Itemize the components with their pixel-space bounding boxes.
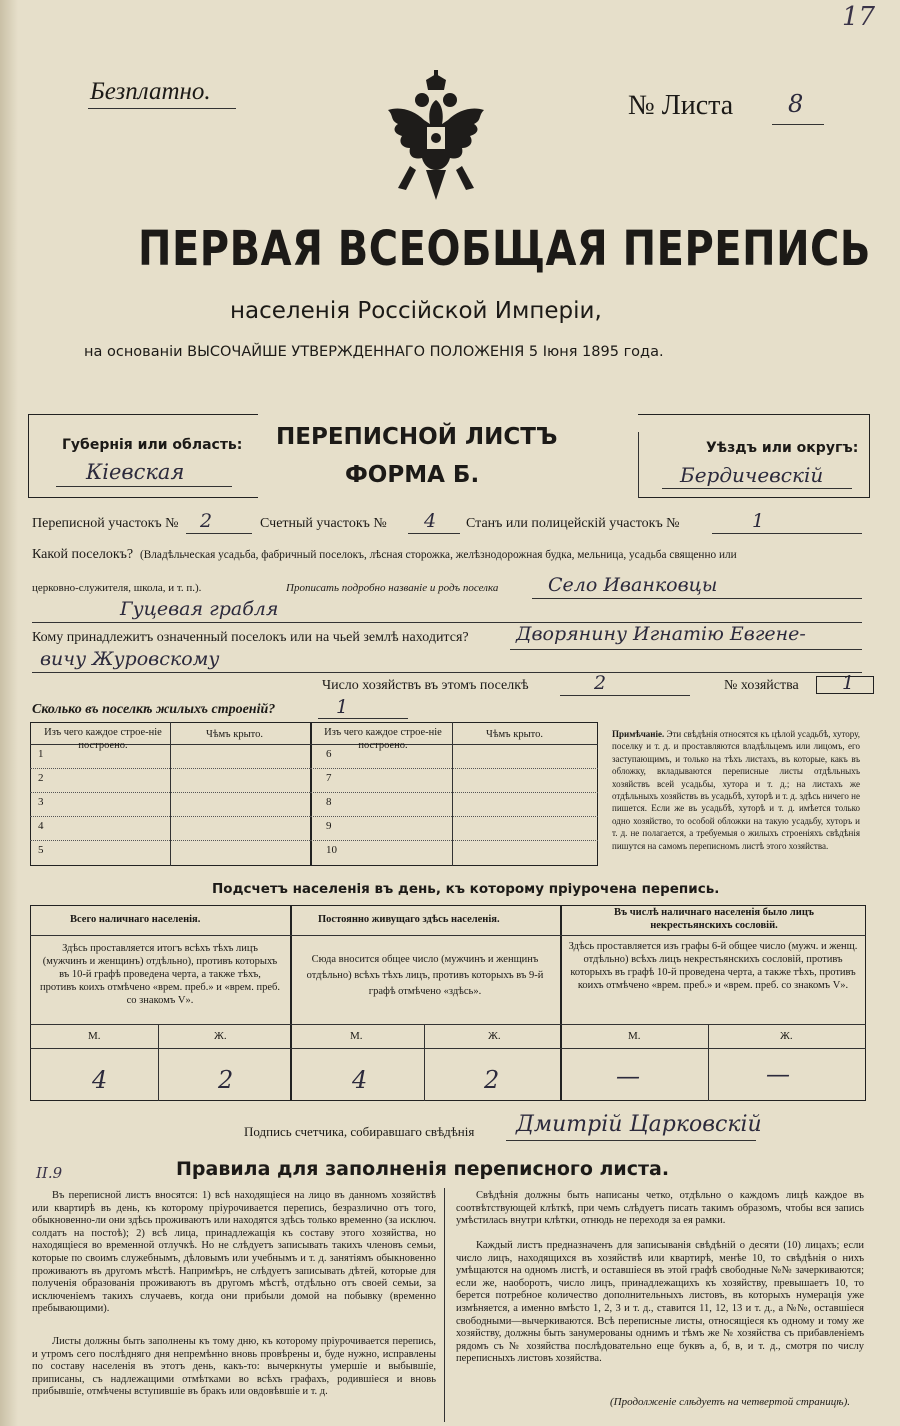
owner-value-2: вичу Журовскому	[40, 648, 220, 670]
note-block	[612, 728, 860, 852]
uezd-label: Уѣздъ или округъ:	[706, 440, 859, 456]
settlement-hint-2: церковно-служителя, школа, и т. п.).	[32, 582, 202, 594]
uezd-underline	[662, 488, 852, 489]
buildings-row-number-left: 3	[38, 796, 44, 808]
count-col2-zh-label: Ж.	[488, 1030, 501, 1042]
stan-label: Станъ или полицейскій участокъ №	[466, 516, 680, 531]
buildings-value: 1	[336, 696, 349, 718]
buildings-col2-header-right: Чѣмъ крыто.	[486, 729, 543, 740]
signature-value: Дмитрій Царковскій	[516, 1112, 762, 1137]
buildings-row-line-right	[310, 816, 598, 817]
count-value-total-zh: 2	[218, 1066, 234, 1094]
rules-left-text-2: Листы должны быть заполнены къ тому дню, къ которому пріурочивается перепись, и утромъ сего послѣдняго дня непремѣнно вновь провѣрены и, буде нужно, исправлены по составу населенія въ этотъ день, какъ-то: вычеркнуты умершіе и выбывшіе, приписаны, съ надлежащими отмѣтками во всѣхъ графахъ, родившіеся и вновь прибывшіе, отмѣчены вступившіе въ бракъ или овдовѣвшіе и т. д.	[32, 1336, 436, 1398]
household-number-label: № хозяйства	[724, 678, 799, 693]
free-label: Безплатно.	[90, 78, 211, 105]
buildings-row-number-right: 6	[326, 748, 332, 760]
settlement-value-1: Село Иванковцы	[548, 574, 718, 596]
census-subtitle: населенія Россійской Имперіи,	[230, 298, 602, 324]
count-col2-header: Постоянно живущаго здѣсь населенія.	[318, 914, 500, 925]
owner-value-1: Дворянину Игнатію Евгене-	[516, 623, 806, 645]
gubernia-value: Кіевская	[86, 460, 185, 484]
uezd-value: Бердичевскій	[680, 463, 824, 487]
count-value-permanent-zh: 2	[484, 1066, 500, 1094]
buildings-row-line-left	[30, 840, 310, 841]
buildings-row-line-right	[310, 768, 598, 769]
sheet-number-value: 8	[788, 90, 804, 118]
buildings-row-line-left	[30, 792, 310, 793]
owner-label: Кому принадлежитъ означенный поселокъ или на чьей землѣ находится?	[32, 630, 469, 645]
census-district-value: 2	[200, 510, 213, 532]
sheet-number-label: № Листа	[628, 90, 734, 121]
count-table-mzh-line	[30, 1048, 866, 1049]
rules-continued: (Продолженіе слѣдуетъ на четвертой страницѣ).	[610, 1396, 850, 1408]
count-col2-desc: Сюда вносится общее число (мужчинъ и женщинъ отдѣльно) всѣхъ тѣхъ лицъ, противъ которыхъ въ 9-й графѣ отмѣчено «здѣсь».	[306, 954, 544, 997]
buildings-row-line-right	[310, 840, 598, 841]
count-value-nonpeasant-m: —	[616, 1062, 640, 1090]
count-value-nonpeasant-zh: —	[766, 1060, 790, 1088]
rules-right-paragraph-2	[456, 1240, 864, 1366]
count-col3-m-label: М.	[628, 1030, 641, 1042]
census-basis: на основаніи ВЫСОЧАЙШЕ УТВЕРЖДЕННАГО ПОЛОЖЕНІЯ 5 Іюня 1895 года.	[84, 344, 664, 360]
rules-title: Правила для заполненія переписного листа.	[176, 1158, 670, 1180]
buildings-underline	[318, 718, 408, 719]
corner-page-number: 17	[842, 2, 876, 32]
count-col1-m-label: М.	[88, 1030, 101, 1042]
buildings-row-number-left: 1	[38, 748, 44, 760]
rules-left-text-1: Въ переписной листъ вносятся: 1) всѣ находящіеся на лицо въ данномъ хозяйствѣ или квартирѣ въ день, къ которому пріурочивается перепись, безразлично отъ того, обыкновенно-ли они здѣсь проживаютъ или находятся здѣсь только временно (за исключ. солдатъ на постоѣ); 2) всѣ лица, принадлежащія къ составу этого хозяйства, но находящіеся во временной отлучкѣ. Но не слѣдуетъ записывать такихъ членовъ семьи, которые по своимъ служебнымъ, дѣловымъ или учебнымъ и т. д. занятіямъ обыкновенно проживаютъ въ другомъ мѣстѣ. Напримѣръ, не слѣдуетъ записывать дѣтей, которые для полученія образованія проживаютъ въ другомъ мѣстѣ, отдѣльно отъ своей семьи, за исключеніемъ такихъ случаевъ, когда они прибыли домой на побывку (временно пребывающими).	[32, 1190, 436, 1315]
gubernia-label: Губернія или область:	[62, 437, 243, 453]
rules-left-paragraph-1	[32, 1190, 436, 1316]
count-col2-m-label: М.	[350, 1030, 363, 1042]
count-district-value: 4	[424, 510, 437, 532]
households-value: 2	[594, 672, 607, 694]
settlement-hint: (Владѣльческая усадьба, фабричный поселокъ, лѣсная сторожка, желѣзнодорожная будка, мельница, усадьба священно или	[140, 549, 737, 561]
stan-value: 1	[752, 510, 765, 532]
buildings-col1-header-left: Изъ чего каждое строе-ніе построено.	[44, 727, 162, 751]
stan-underline	[712, 533, 862, 534]
buildings-row-number-left: 4	[38, 820, 44, 832]
count-col3-desc: Здѣсь проставляется изъ графы 6-й общее число (мужч. и женщ. отдѣльно) всѣхъ лицъ некрестьянскихъ сословій, противъ которыхъ въ графѣ 10-й проведена черта, а также тѣхъ, противъ коихъ отмѣчено «врем. преб.» и «врем. преб. со знакомъ V».	[568, 941, 858, 991]
count-col3-zh-label: Ж.	[780, 1030, 793, 1042]
signature-underline	[506, 1140, 756, 1141]
rules-right-text-2: Каждый листъ предназначенъ для записыванія свѣдѣній о десяти (10) лицахъ; если число лицъ, находящихся въ хозяйствѣ или квартирѣ, менѣе 10, то свѣдѣнія о нихъ умѣщаются на одномъ листѣ, и оставшіеся въ этой графѣ свободные №№ зачеркиваются; если же, наоборотъ, число лицъ, принадлежащихъ къ хозяйству, превышаетъ 10, то берется потребное количество дополнительныхъ листовъ, въ которыхъ нумерація уже измѣняется, а именно вмѣсто 1, 2, 3 и т. д., ставится 11, 12, 13 и т. д., а №№, оставшіеся свободными—вычеркиваются. Всѣ переписные листы, относящіеся къ одному и тому же хозяйству, должны быть занумерованы однимъ и тѣмъ же № хозяйства съ прибавленіемъ рядомъ съ № хозяйства послѣдовательно еще буквъ а, б, в, и т. д., смотря по числу переписныхъ листовъ хозяйства.	[456, 1240, 864, 1365]
count-col3-header: Въ числѣ наличнаго населенія было лицъ некрестьянскихъ сословій.	[613, 907, 815, 931]
buildings-row-line-left	[30, 768, 310, 769]
count-title: Подсчетъ населенія въ день, къ которому пріурочена перепись.	[212, 881, 720, 897]
households-underline	[560, 695, 690, 696]
buildings-row-number-right: 8	[326, 796, 332, 808]
note-title: Примѣчаніе.	[612, 729, 665, 739]
count-col1-header: Всего наличнаго населенія.	[70, 914, 201, 925]
buildings-row-number-left: 5	[38, 844, 44, 856]
free-underline	[88, 108, 236, 109]
sheet-number-underline	[772, 124, 824, 125]
household-number-value: 1	[842, 672, 855, 694]
note-text: Эти свѣдѣнія относятся къ цѣлой усадьбѣ, хутору, поселку и т. д. и проставляются владѣльцемъ или лицомъ, его заступающимъ, и только на тѣхъ листахъ, въ которые, какъ въ обложку, вкладываются переписные листы отдѣльныхъ хозяйствъ всей усадьбы, хутора и т. д.; на листахъ же отдѣльныхъ хозяйствъ въ усадьбѣ, хуторѣ и т. д. здѣсь ничего не пишется. Если же въ усадьбѣ, хуторѣ и т. д. имѣется только одно хозяйство, то особой обложки на такую усадьбу, хуторъ и т. д. не полагается, а требуемыя о жилыхъ строеніяхъ свѣдѣнія пишутся на самомъ переписномъ листѣ этого хозяйства.	[612, 729, 861, 851]
count-table-desc-line	[30, 1024, 866, 1025]
buildings-col2-header-left: Чѣмъ крыто.	[206, 729, 263, 740]
buildings-row-number-right: 10	[326, 844, 337, 856]
count-district-underline	[408, 533, 460, 534]
count-table-header-line	[30, 935, 866, 936]
count-value-permanent-m: 4	[352, 1066, 368, 1094]
form-title: ПЕРЕПИСНОЙ ЛИСТЪ	[276, 424, 558, 450]
buildings-row-line-right	[310, 792, 598, 793]
count-col2-mzh-divider	[424, 1024, 425, 1101]
count-col1-desc: Здѣсь проставляется итогъ всѣхъ тѣхъ лицъ (мужчинъ и женщинъ) отдѣльно), противъ которыхъ въ 10-й графѣ проведена черта, а также тѣхъ, противъ коихъ отмѣчено «врем. преб.» и «врем. преб. со знакомъ V».	[40, 943, 280, 1006]
count-col1-mzh-divider	[158, 1024, 159, 1101]
rules-right-text-1: Свѣдѣнія должны быть написаны четко, отдѣльно о каждомъ лицѣ каждое въ соотвѣтствующей клѣткѣ, при чемъ слѣдуетъ писать такимъ образомъ, чтобы вся запись умѣстилась внутри клѣтки, отнюдь не переходя за ея рамки.	[456, 1190, 864, 1227]
rules-left-paragraph-2	[32, 1336, 436, 1399]
count-col1-zh-label: Ж.	[214, 1030, 227, 1042]
signature-label: Подпись счетчика, собиравшаго свѣдѣнія	[244, 1124, 475, 1139]
form-subtitle: ФОРМА Б.	[345, 462, 480, 488]
rules-right-paragraph-1	[456, 1190, 864, 1228]
households-label: Число хозяйствъ въ этомъ поселкѣ	[322, 678, 529, 693]
census-district-label: Переписной участокъ №	[32, 516, 179, 531]
count-value-total-m: 4	[92, 1066, 108, 1094]
census-district-underline	[186, 533, 252, 534]
buildings-col1-header-right: Изъ чего каждое строе-ніе построено.	[324, 727, 442, 751]
rules-margin-mark: II.9	[36, 1164, 63, 1182]
rules-column-divider	[444, 1188, 445, 1422]
count-district-label: Счетный участокъ №	[260, 516, 387, 531]
settlement-underline-1	[532, 598, 862, 599]
count-col3-mzh-divider	[708, 1024, 709, 1101]
buildings-row-number-right: 9	[326, 820, 332, 832]
settlement-label: Какой поселокъ?	[32, 547, 134, 562]
settlement-hint-3: Прописать подробно названіе и родъ поселка	[286, 582, 499, 594]
buildings-row-number-left: 2	[38, 772, 44, 784]
census-title: ПЕРВАЯ ВСЕОБЩАЯ ПЕРЕПИСЬ	[138, 222, 871, 278]
buildings-row-line-left	[30, 816, 310, 817]
uezd-box-left-edge	[638, 432, 639, 498]
double-headed-eagle-emblem	[380, 70, 492, 210]
owner-underline-2	[32, 672, 862, 673]
household-number-box	[816, 676, 874, 694]
owner-underline-1	[510, 649, 862, 650]
settlement-value-2: Гуцевая грабля	[120, 598, 279, 620]
buildings-row-number-right: 7	[326, 772, 332, 784]
gubernia-underline	[56, 486, 232, 487]
buildings-label: Сколько въ поселкѣ жилыхъ строеній?	[32, 702, 276, 717]
